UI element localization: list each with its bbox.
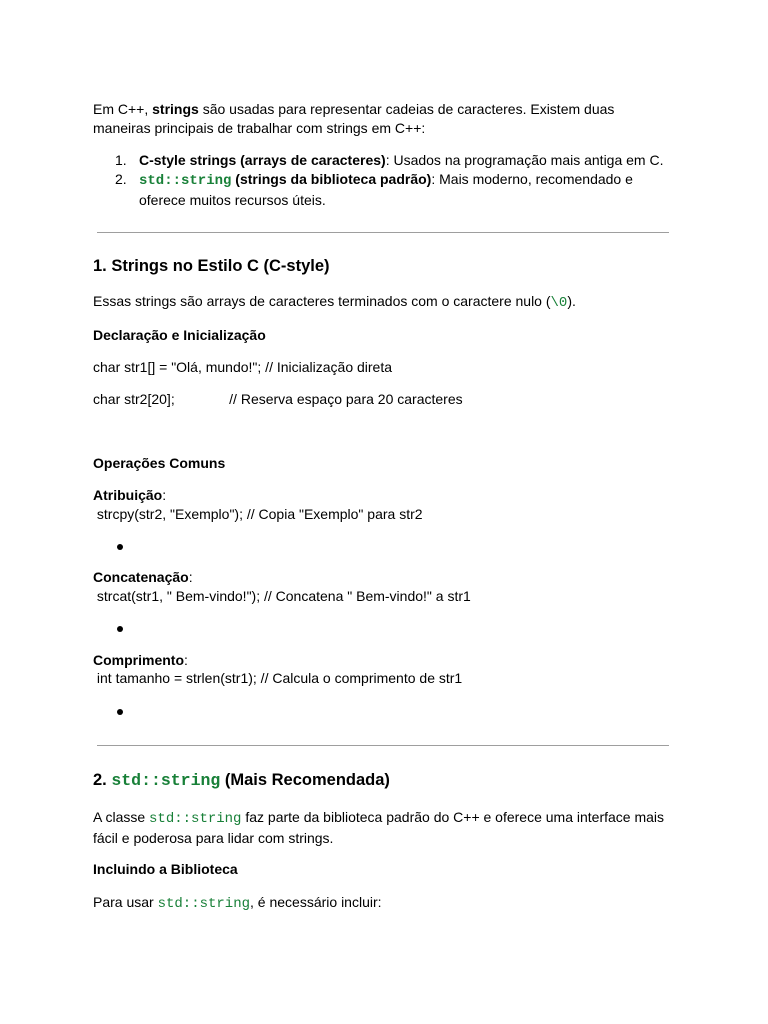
heading-number: 2. [93, 771, 112, 789]
list-number: 1. [115, 152, 127, 168]
divider [97, 232, 669, 233]
description-text-end: ). [567, 293, 576, 309]
section-heading [93, 769, 672, 792]
list-item-code: std::string [139, 173, 232, 189]
operation-colon: : [162, 487, 167, 503]
intro-paragraph [93, 100, 672, 138]
operation-label: Comprimento [93, 652, 184, 668]
subheading: Incluindo a Biblioteca [93, 861, 238, 877]
description-text-rest: faz parte da biblioteca padrão do C++ e oferece uma interface mais fácil e poderosa para lidar com strings. [93, 809, 665, 846]
intro-text: Em C++, [93, 101, 153, 117]
operation-code: strcpy(str2, "Exemplo"); // Copia "Exemplo" para str2 [93, 506, 423, 522]
operation-code: int tamanho = strlen(str1); // Calcula o comprimento de str1 [93, 670, 463, 686]
operation-label: Atribuição [93, 487, 163, 503]
section-description [93, 292, 672, 313]
null-char-code: \0 [550, 295, 568, 311]
code-line: char str1[] = "Olá, mundo!"; // Inicialização direta [93, 359, 393, 375]
inline-code: std::string [157, 896, 251, 912]
list-number: 2. [115, 171, 127, 187]
operation-label: Concatenação [93, 569, 189, 585]
subheading: Declaração e Inicialização [93, 327, 266, 343]
code-line: char str2[20]; // Reserva espaço para 20 caracteres [93, 391, 463, 407]
heading-code: std::string [111, 771, 221, 790]
operation-item [93, 651, 672, 670]
section-description [93, 808, 672, 848]
operation-colon: : [188, 569, 193, 585]
operation-code: strcat(str1, " Bem-vindo!"); // Concatena " Bem-vindo!" a str1 [93, 588, 471, 604]
operation-item [93, 486, 672, 505]
bullet-icon [117, 544, 123, 550]
include-paragraph [93, 893, 672, 914]
description-text: Essas strings são arrays de caracteres terminados com o caractere nulo ( [93, 293, 551, 309]
inline-code: std::string [149, 811, 242, 827]
list-item-strong: (strings da biblioteca padrão) [231, 171, 432, 187]
include-text-end: , é necessário incluir: [250, 894, 382, 910]
intro-list [93, 151, 674, 210]
bullet-icon [117, 709, 123, 715]
intro-text-rest: são usadas para representar cadeias de caracteres. Existem duas maneiras principais de trabalhar com strings em C++: [93, 101, 615, 136]
list-item [93, 170, 674, 210]
list-item-text: : Mais moderno, recomendado e oferece muitos recursos úteis. [139, 171, 633, 208]
divider [97, 745, 669, 746]
intro-strong: strings [152, 101, 199, 117]
description-text: A classe [93, 809, 150, 825]
operation-colon: : [184, 652, 188, 668]
heading-rest: (Mais Recomendada) [220, 771, 390, 789]
list-item-strong: C-style strings (arrays de caracteres) [139, 152, 386, 168]
list-item [93, 151, 674, 170]
bullet-icon [117, 626, 123, 632]
subheading: Operações Comuns [93, 455, 226, 471]
section-heading: 1. Strings no Estilo C (C-style) [93, 257, 330, 275]
operation-item [93, 568, 672, 587]
include-text: Para usar [93, 894, 158, 910]
list-item-text: : Usados na programação mais antiga em C. [385, 152, 664, 168]
